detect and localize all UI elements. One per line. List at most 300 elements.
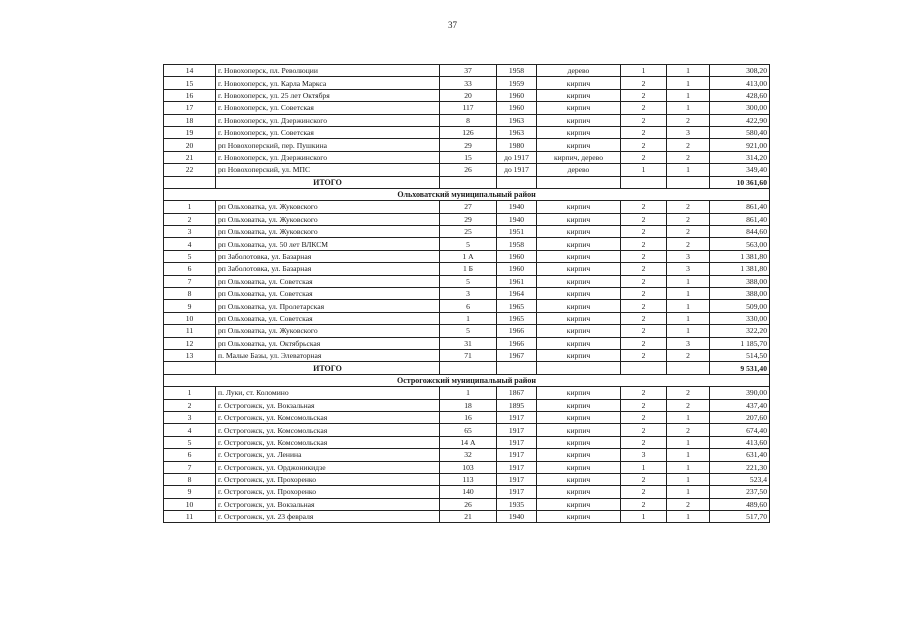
empty-cell: [497, 176, 537, 188]
empty-cell: [164, 362, 216, 374]
year-built-cell: 1935: [497, 498, 537, 510]
table-row: [164, 201, 770, 213]
wall-material-cell: кирпич: [537, 89, 621, 101]
year-built-cell: 1958: [497, 238, 537, 250]
row-number: 2: [164, 213, 216, 225]
entrances-cell: 1: [667, 511, 710, 523]
area-cell: 437,40: [710, 399, 770, 411]
wall-material-cell: кирпич: [537, 250, 621, 262]
table-row: [164, 126, 770, 138]
house-number-cell: 26: [440, 498, 497, 510]
entrances-cell: 1: [667, 486, 710, 498]
floors-cell: 2: [621, 337, 667, 349]
area-cell: 1 381,80: [710, 250, 770, 262]
house-number-cell: 8: [440, 114, 497, 126]
area-cell: 674,40: [710, 424, 770, 436]
row-number: 11: [164, 511, 216, 523]
floors-cell: 2: [621, 102, 667, 114]
year-built-cell: 1940: [497, 213, 537, 225]
area-cell: 861,40: [710, 213, 770, 225]
row-number: 1: [164, 201, 216, 213]
address-cell: рп Ольховатка, ул. Советская: [216, 288, 440, 300]
entrances-cell: 1: [667, 288, 710, 300]
area-cell: 314,20: [710, 151, 770, 163]
house-number-cell: 3: [440, 288, 497, 300]
address-cell: г. Острогожск, ул. 23 февраля: [216, 511, 440, 523]
table-row: [164, 337, 770, 349]
address-cell: г. Острогожск, ул. Вокзальная: [216, 399, 440, 411]
empty-cell: [621, 362, 667, 374]
address-cell: рп Ольховатка, ул. Жуковского: [216, 213, 440, 225]
house-number-cell: 1: [440, 387, 497, 399]
address-cell: рп Ольховатка, ул. Пролетарская: [216, 300, 440, 312]
house-number-cell: 31: [440, 337, 497, 349]
wall-material-cell: кирпич: [537, 226, 621, 238]
district-name: Острогожский муниципальный район: [164, 374, 770, 386]
year-built-cell: 1967: [497, 349, 537, 361]
wall-material-cell: кирпич: [537, 139, 621, 151]
wall-material-cell: кирпич: [537, 288, 621, 300]
area-cell: 428,60: [710, 89, 770, 101]
floors-cell: 2: [621, 349, 667, 361]
entrances-cell: 2: [667, 498, 710, 510]
row-number: 5: [164, 250, 216, 262]
area-cell: 221,30: [710, 461, 770, 473]
row-number: 13: [164, 349, 216, 361]
row-number: 2: [164, 399, 216, 411]
floors-cell: 3: [621, 449, 667, 461]
year-built-cell: 1963: [497, 114, 537, 126]
area-cell: 390,00: [710, 387, 770, 399]
table-row: [164, 473, 770, 485]
year-built-cell: 1980: [497, 139, 537, 151]
floors-cell: 2: [621, 114, 667, 126]
entrances-cell: 3: [667, 250, 710, 262]
row-number: 12: [164, 337, 216, 349]
area-cell: 237,50: [710, 486, 770, 498]
year-built-cell: 1958: [497, 65, 537, 77]
address-cell: рп Новохоперский, пер. Пушкина: [216, 139, 440, 151]
floors-cell: 2: [621, 201, 667, 213]
empty-cell: [440, 176, 497, 188]
table-row: [164, 349, 770, 361]
district-header-row: [164, 374, 770, 386]
house-number-cell: 37: [440, 65, 497, 77]
table-row: [164, 399, 770, 411]
floors-cell: 2: [621, 436, 667, 448]
address-cell: п. Луки, ст. Коломино: [216, 387, 440, 399]
entrances-cell: 1: [667, 300, 710, 312]
table-row: [164, 449, 770, 461]
wall-material-cell: кирпич: [537, 325, 621, 337]
floors-cell: 2: [621, 288, 667, 300]
address-cell: г. Новохоперск, пл. Революции: [216, 65, 440, 77]
table-row: [164, 102, 770, 114]
floors-cell: 2: [621, 139, 667, 151]
wall-material-cell: кирпич: [537, 114, 621, 126]
floors-cell: 2: [621, 126, 667, 138]
year-built-cell: 1917: [497, 486, 537, 498]
wall-material-cell: дерево: [537, 164, 621, 176]
table-row: [164, 139, 770, 151]
wall-material-cell: кирпич: [537, 349, 621, 361]
entrances-cell: 2: [667, 238, 710, 250]
house-number-cell: 25: [440, 226, 497, 238]
floors-cell: 2: [621, 498, 667, 510]
house-number-cell: 65: [440, 424, 497, 436]
floors-cell: 2: [621, 411, 667, 423]
area-cell: 921,00: [710, 139, 770, 151]
house-number-cell: 33: [440, 77, 497, 89]
table-row: [164, 511, 770, 523]
floors-cell: 2: [621, 250, 667, 262]
row-number: 4: [164, 238, 216, 250]
address-cell: рп Ольховатка, ул. Советская: [216, 275, 440, 287]
wall-material-cell: кирпич: [537, 473, 621, 485]
row-number: 15: [164, 77, 216, 89]
year-built-cell: 1917: [497, 449, 537, 461]
floors-cell: 2: [621, 275, 667, 287]
house-number-cell: 113: [440, 473, 497, 485]
year-built-cell: 1895: [497, 399, 537, 411]
entrances-cell: 1: [667, 102, 710, 114]
row-number: 5: [164, 436, 216, 448]
table-row: [164, 263, 770, 275]
year-built-cell: 1917: [497, 424, 537, 436]
wall-material-cell: кирпич: [537, 498, 621, 510]
row-number: 9: [164, 486, 216, 498]
year-built-cell: 1966: [497, 325, 537, 337]
area-cell: 413,00: [710, 77, 770, 89]
table-row: [164, 411, 770, 423]
row-number: 10: [164, 498, 216, 510]
address-cell: г. Острогожск, ул. Ленина: [216, 449, 440, 461]
table-row: [164, 77, 770, 89]
wall-material-cell: кирпич: [537, 77, 621, 89]
wall-material-cell: кирпич: [537, 300, 621, 312]
entrances-cell: 2: [667, 226, 710, 238]
year-built-cell: 1966: [497, 337, 537, 349]
wall-material-cell: кирпич: [537, 511, 621, 523]
wall-material-cell: кирпич: [537, 449, 621, 461]
area-cell: 580,40: [710, 126, 770, 138]
row-number: 14: [164, 65, 216, 77]
entrances-cell: 3: [667, 263, 710, 275]
area-cell: 322,20: [710, 325, 770, 337]
total-area: 9 531,40: [710, 362, 770, 374]
area-cell: 330,00: [710, 312, 770, 324]
row-number: 11: [164, 325, 216, 337]
address-cell: рп Ольховатка, ул. 50 лет ВЛКСМ: [216, 238, 440, 250]
area-cell: 844,60: [710, 226, 770, 238]
table-row: [164, 114, 770, 126]
address-cell: г. Острогожск, ул. Вокзальная: [216, 498, 440, 510]
entrances-cell: 1: [667, 411, 710, 423]
address-cell: рп Новохоперский, ул. МПС: [216, 164, 440, 176]
row-number: 7: [164, 461, 216, 473]
address-cell: рп Заболотовка, ул. Базарная: [216, 250, 440, 262]
entrances-cell: 1: [667, 164, 710, 176]
area-cell: 300,00: [710, 102, 770, 114]
wall-material-cell: кирпич: [537, 102, 621, 114]
year-built-cell: 1917: [497, 436, 537, 448]
house-number-cell: 5: [440, 275, 497, 287]
house-number-cell: 14 А: [440, 436, 497, 448]
address-cell: г. Новохоперск, ул. Советская: [216, 126, 440, 138]
row-number: 3: [164, 226, 216, 238]
year-built-cell: 1960: [497, 102, 537, 114]
table-row: [164, 436, 770, 448]
address-cell: рп Ольховатка, ул. Жуковского: [216, 226, 440, 238]
entrances-cell: 2: [667, 399, 710, 411]
year-built-cell: до 1917: [497, 151, 537, 163]
house-number-cell: 140: [440, 486, 497, 498]
empty-cell: [621, 176, 667, 188]
table-row: [164, 213, 770, 225]
address-cell: г. Острогожск, ул. Прохоренко: [216, 473, 440, 485]
floors-cell: 2: [621, 473, 667, 485]
empty-cell: [440, 362, 497, 374]
row-number: 22: [164, 164, 216, 176]
wall-material-cell: кирпич: [537, 312, 621, 324]
house-number-cell: 32: [440, 449, 497, 461]
year-built-cell: 1960: [497, 263, 537, 275]
wall-material-cell: дерево: [537, 65, 621, 77]
row-number: 8: [164, 288, 216, 300]
house-number-cell: 5: [440, 238, 497, 250]
entrances-cell: 1: [667, 449, 710, 461]
district-name: Ольховатский муниципальный район: [164, 188, 770, 200]
wall-material-cell: кирпич: [537, 263, 621, 275]
floors-cell: 2: [621, 226, 667, 238]
floors-cell: 2: [621, 263, 667, 275]
area-cell: 1 185,70: [710, 337, 770, 349]
wall-material-cell: кирпич: [537, 337, 621, 349]
entrances-cell: 1: [667, 275, 710, 287]
entrances-cell: 3: [667, 126, 710, 138]
house-number-cell: 1 Б: [440, 263, 497, 275]
floors-cell: 2: [621, 77, 667, 89]
entrances-cell: 1: [667, 473, 710, 485]
row-number: 6: [164, 263, 216, 275]
row-number: 9: [164, 300, 216, 312]
address-cell: г. Новохоперск, ул. Советская: [216, 102, 440, 114]
table-row: [164, 325, 770, 337]
entrances-cell: 2: [667, 424, 710, 436]
year-built-cell: 1940: [497, 511, 537, 523]
row-number: 10: [164, 312, 216, 324]
year-built-cell: до 1917: [497, 164, 537, 176]
table-row: [164, 275, 770, 287]
row-number: 20: [164, 139, 216, 151]
entrances-cell: 1: [667, 436, 710, 448]
table-row: [164, 151, 770, 163]
entrances-cell: 2: [667, 114, 710, 126]
year-built-cell: 1964: [497, 288, 537, 300]
table-row: [164, 486, 770, 498]
empty-cell: [667, 176, 710, 188]
house-number-cell: 26: [440, 164, 497, 176]
floors-cell: 1: [621, 511, 667, 523]
year-built-cell: 1951: [497, 226, 537, 238]
address-cell: г. Острогожск, ул. Комсомольская: [216, 411, 440, 423]
table-row: [164, 238, 770, 250]
row-number: 17: [164, 102, 216, 114]
entrances-cell: 1: [667, 325, 710, 337]
house-number-cell: 117: [440, 102, 497, 114]
entrances-cell: 1: [667, 77, 710, 89]
row-number: 4: [164, 424, 216, 436]
floors-cell: 2: [621, 387, 667, 399]
table-row: [164, 312, 770, 324]
wall-material-cell: кирпич: [537, 436, 621, 448]
house-number-cell: 1 А: [440, 250, 497, 262]
total-row: [164, 362, 770, 374]
area-cell: 514,50: [710, 349, 770, 361]
empty-cell: [537, 362, 621, 374]
empty-cell: [667, 362, 710, 374]
entrances-cell: 2: [667, 387, 710, 399]
page-number: 37: [448, 20, 457, 30]
house-number-cell: 5: [440, 325, 497, 337]
row-number: 8: [164, 473, 216, 485]
floors-cell: 2: [621, 325, 667, 337]
housing-register-table: [163, 64, 770, 523]
year-built-cell: 1917: [497, 411, 537, 423]
address-cell: г. Острогожск, ул. Комсомольская: [216, 424, 440, 436]
address-cell: г. Новохоперск, ул. 25 лет Октября: [216, 89, 440, 101]
empty-cell: [537, 176, 621, 188]
house-number-cell: 15: [440, 151, 497, 163]
year-built-cell: 1867: [497, 387, 537, 399]
year-built-cell: 1960: [497, 250, 537, 262]
year-built-cell: 1940: [497, 201, 537, 213]
address-cell: г. Новохоперск, ул. Дзержинского: [216, 114, 440, 126]
wall-material-cell: кирпич: [537, 387, 621, 399]
house-number-cell: 27: [440, 201, 497, 213]
year-built-cell: 1960: [497, 89, 537, 101]
house-number-cell: 71: [440, 349, 497, 361]
row-number: 6: [164, 449, 216, 461]
row-number: 3: [164, 411, 216, 423]
wall-material-cell: кирпич: [537, 126, 621, 138]
area-cell: 509,00: [710, 300, 770, 312]
house-number-cell: 103: [440, 461, 497, 473]
row-number: 18: [164, 114, 216, 126]
empty-cell: [497, 362, 537, 374]
entrances-cell: 1: [667, 89, 710, 101]
wall-material-cell: кирпич, дерево: [537, 151, 621, 163]
entrances-cell: 3: [667, 337, 710, 349]
house-number-cell: 21: [440, 511, 497, 523]
wall-material-cell: кирпич: [537, 424, 621, 436]
address-cell: рп Ольховатка, ул. Октябрьская: [216, 337, 440, 349]
year-built-cell: 1965: [497, 300, 537, 312]
wall-material-cell: кирпич: [537, 399, 621, 411]
house-number-cell: 16: [440, 411, 497, 423]
wall-material-cell: кирпич: [537, 461, 621, 473]
area-cell: 388,00: [710, 275, 770, 287]
table-row: [164, 300, 770, 312]
floors-cell: 2: [621, 399, 667, 411]
table-row: [164, 226, 770, 238]
area-cell: 422,90: [710, 114, 770, 126]
total-label: ИТОГО: [216, 362, 440, 374]
area-cell: 349,40: [710, 164, 770, 176]
house-number-cell: 18: [440, 399, 497, 411]
table-row: [164, 65, 770, 77]
house-number-cell: 1: [440, 312, 497, 324]
table-row: [164, 288, 770, 300]
table-row: [164, 89, 770, 101]
house-number-cell: 6: [440, 300, 497, 312]
floors-cell: 1: [621, 65, 667, 77]
entrances-cell: 2: [667, 213, 710, 225]
area-cell: 517,70: [710, 511, 770, 523]
wall-material-cell: кирпич: [537, 275, 621, 287]
house-number-cell: 20: [440, 89, 497, 101]
area-cell: 523,4: [710, 473, 770, 485]
floors-cell: 1: [621, 164, 667, 176]
area-cell: 631,40: [710, 449, 770, 461]
table-row: [164, 250, 770, 262]
address-cell: рп Ольховатка, ул. Жуковского: [216, 201, 440, 213]
floors-cell: 2: [621, 89, 667, 101]
floors-cell: 2: [621, 213, 667, 225]
wall-material-cell: кирпич: [537, 411, 621, 423]
year-built-cell: 1959: [497, 77, 537, 89]
total-row: [164, 176, 770, 188]
area-cell: 1 381,80: [710, 263, 770, 275]
area-cell: 413,60: [710, 436, 770, 448]
row-number: 16: [164, 89, 216, 101]
floors-cell: 2: [621, 151, 667, 163]
row-number: 19: [164, 126, 216, 138]
entrances-cell: 1: [667, 312, 710, 324]
year-built-cell: 1961: [497, 275, 537, 287]
floors-cell: 2: [621, 486, 667, 498]
house-number-cell: 29: [440, 139, 497, 151]
address-cell: г. Новохоперск, ул. Дзержинского: [216, 151, 440, 163]
address-cell: г. Острогожск, ул. Орджоникидзе: [216, 461, 440, 473]
area-cell: 308,20: [710, 65, 770, 77]
year-built-cell: 1917: [497, 461, 537, 473]
wall-material-cell: кирпич: [537, 201, 621, 213]
table-row: [164, 498, 770, 510]
wall-material-cell: кирпич: [537, 213, 621, 225]
address-cell: г. Острогожск, ул. Прохоренко: [216, 486, 440, 498]
area-cell: 563,00: [710, 238, 770, 250]
entrances-cell: 1: [667, 461, 710, 473]
wall-material-cell: кирпич: [537, 238, 621, 250]
address-cell: рп Ольховатка, ул. Жуковского: [216, 325, 440, 337]
row-number: 1: [164, 387, 216, 399]
empty-cell: [164, 176, 216, 188]
year-built-cell: 1963: [497, 126, 537, 138]
address-cell: г. Новохоперск, ул. Карла Маркса: [216, 77, 440, 89]
year-built-cell: 1965: [497, 312, 537, 324]
entrances-cell: 1: [667, 65, 710, 77]
area-cell: 207,60: [710, 411, 770, 423]
table-row: [164, 164, 770, 176]
district-header-row: [164, 188, 770, 200]
floors-cell: 2: [621, 238, 667, 250]
wall-material-cell: кирпич: [537, 486, 621, 498]
address-cell: г. Острогожск, ул. Комсомольская: [216, 436, 440, 448]
address-cell: п. Малые Базы, ул. Элеваторная: [216, 349, 440, 361]
total-label: ИТОГО: [216, 176, 440, 188]
total-area: 10 361,60: [710, 176, 770, 188]
